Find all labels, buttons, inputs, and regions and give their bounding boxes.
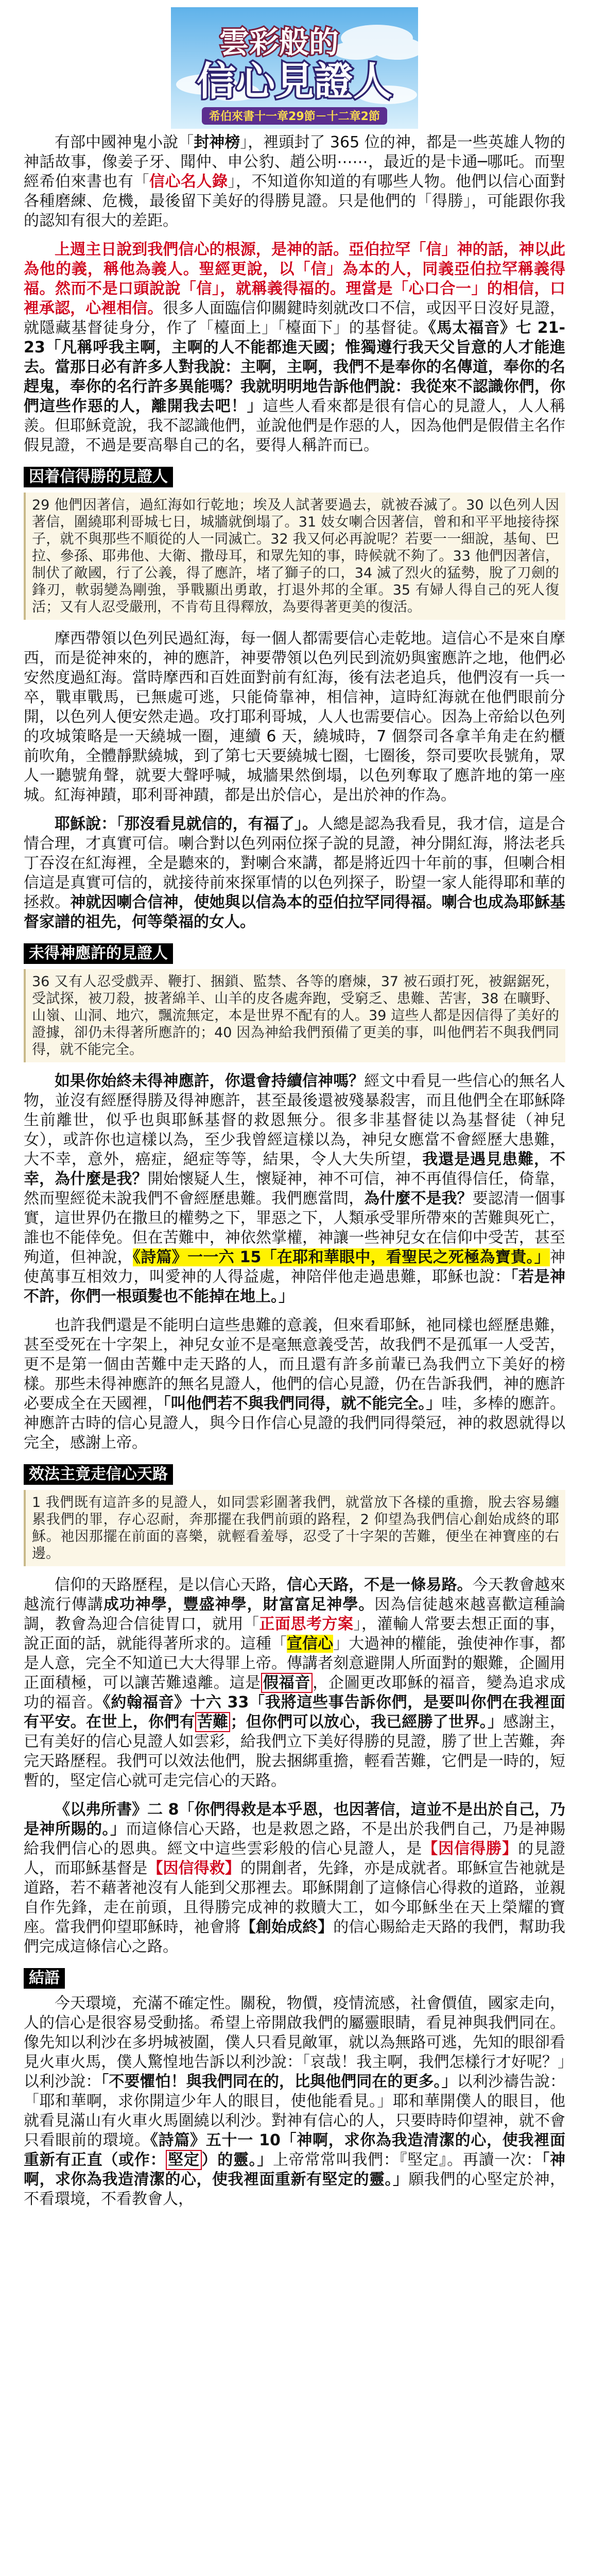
emphasized-text: 《以弗所書》二 8「你們得救是本乎恩，也因著信，這並不是出於自己，乃是神所賜的。」	[24, 1801, 565, 1838]
body-text: 有部中國神鬼小說「	[55, 133, 194, 151]
emphasized-text: 正面思考方案	[259, 1615, 354, 1633]
section-heading: 結語	[24, 1968, 65, 1989]
emphasized-text: 堅定	[166, 2150, 201, 2170]
body-text: 願我們的心堅定於神，不看環境，不看教會人，	[24, 2171, 565, 2208]
emphasized-text: 封神榜	[194, 133, 240, 151]
body-text: 開始懷疑人生，懷疑神，神不可信，神不再值得信任，倚靠，然而聖經從未說我們不會經歷患難。我們應當問，	[24, 1170, 566, 1208]
emphasized-text: 苦難	[195, 1712, 231, 1732]
body-paragraph	[24, 1316, 565, 1453]
emphasized-text: 宣信心	[287, 1635, 334, 1653]
emphasized-text: 《詩篇》一一六 15「在耶和華眼中，看聖民之死極為寶貴。」	[132, 1248, 550, 1266]
scripture-range-label: 希伯來書十一章29節－十二章2節	[209, 110, 380, 123]
body-text: 要認清一個事實，這世界仍在撒旦的權勢之下，罪惡之下，人類承受罪所帶來的苦難與死亡，誰也不能倖免。但在苦難中，神依然掌權，神讓一些神兒女在信仰中受苦，甚至殉道，但神說，	[24, 1190, 566, 1266]
emphasized-text: 《詩篇》五十一 10「神啊，求你為我造清潔的心，使我裡面重新有正直（或作：	[24, 2131, 565, 2169]
emphasized-text: 「不要懼怕！與我們同在的，比與他們同在的更多。」	[101, 2073, 457, 2091]
emphasized-text: 上週主日說到我們信心的根源，是神的話。亞伯拉罕「信」神的話，神以此為他的義，稱他為義人。聖經更說，以「信」為本的人，同義亞伯拉罕稱義得福。然而不是口頭說說「信」，就稱義得福的。理當是「心口合一」的相信，口裡承認，心裡相信。	[24, 241, 565, 317]
body-paragraph	[24, 815, 565, 932]
body-text: 」大過神的權能，強使神作事，都是人意，完全不知道已大大得罪上帝。傳講者刻意避開人所面對的艱難，企圖用正面積極，可以讓苦難遠離。這是	[24, 1635, 566, 1692]
body-text: 的見證人，而耶穌基督是	[24, 1840, 566, 1877]
body-text: 的信心賜給走天路的我們，幫助我們完成這條信心之路。	[24, 1918, 566, 1956]
section-conclusion	[24, 1968, 565, 2209]
body-paragraph	[24, 1994, 565, 2209]
emphasized-text: 《馬太福音》七 21-23「凡稱呼我主啊，主啊的人不能都進天國；惟獨遵行我天父旨意的人才能進去。當那日必有許多人對我說：主啊，主啊，我們不是奉你的名傳道，奉你的名趕鬼，奉你的名行許多異能嗎？我就明明地告訴他們說：我從來不認識你們，你們這些作惡的人，離開我去吧！」	[24, 319, 565, 415]
body-text: ，企圖更改耶穌的福音，變為追求成功的福音。	[24, 1674, 566, 1711]
body-text: 摩西帶領以色列民過紅海，每一個人都需要信心走乾地。這信心不是來自摩西，而是從神來的，神的應許，神要帶領以色列民到流奶與蜜應許之地，他們必安然度過紅海。當時摩西和百姓面對前有紅海，後有法老追兵，他們沒有一兵一卒，戰車戰馬，已無處可逃，只能倚靠神，相信神，這時紅海就在他們眼前分開，以色列人便安然走過。攻打耶利哥城，人人也需要信心。因為上帝給以色列的攻城策略是一天繞城一圈，連續 6 天，繞城時，7 個祭司各拿羊角走在約櫃前吹角，全體靜默繞城，到了第七天要繞城七圈，七圈後，祭司要吹長號角，眾人一聽號角聲，就要大聲呼喊，城牆果然倒塌，以色列奪取了應許地的第一座城。紅海神蹟，耶利哥神蹟，都是出於信心，是出於神的作為。	[24, 630, 565, 804]
emphasized-text: 假福音	[261, 1673, 313, 1693]
emphasized-text: 如果你始終未得神應許，你還會持續信神嗎？	[55, 1072, 365, 1090]
body-text: 很多人面臨信仰關鍵時刻就改口不信，或因平日沒好見證，就隱藏基督徒身分，作了「檯面上」「檯面下」的基督徒。	[24, 299, 566, 337]
body-text: 今天環境，充滿不確定性。關稅，物價，疫情流感，社會價值，國家走向，人的信心是很容易受動搖。希望上帝開啟我們的屬靈眼睛，看見神與我們同在。像先知以利沙在多坍城被圍，僕人只看見敵軍，就以為無路可逃，先知的眼卻看見火車火馬，僕人驚惶地告訴以利沙說：「哀哉！我主啊，我們怎樣行才好呢？」以利沙說：	[24, 1994, 565, 2091]
scripture-passage: 36 又有人忍受戲弄、鞭打、捆鎖、監禁、各等的磨煉，37 被石頭打死，被鋸鋸死，受試探，被刀殺，披著綿羊、山羊的皮各處奔跑，受窮乏、患難、苦害，38 在曠野、山嶺、山洞、地穴，飄流無定，本是世界不配有的人。39 這些人都是因信得了美好的證據，卻仍未得著所應許的；40 因為神給我們預備了更美的事，叫他們若不與我們同得，就不能完全。	[24, 969, 565, 1062]
emphasized-text: 耶穌說：「那沒看見就信的，有福了」。	[55, 815, 318, 833]
body-text: 哇，多棒的應許。神應許古時的信心見證人，與今日作信心見證的我們同得榮冠，神的救恩就得以完全，感謝上帝。	[24, 1395, 566, 1452]
body-text: 人總是認為我看見，我才信，這是合情合理，才真實可信。喇合對以色列兩位探子說的見證，神分開紅海，將法老兵丁吞沒在紅海裡，全是聽來的，對喇合來講，都是將近四十年前的事，但喇合相信這是真實可信的，就接待前來探軍情的以色列探子，盼望一家人能得耶和華的拯救。	[24, 815, 566, 911]
intro-paragraph	[24, 133, 565, 231]
body-text: 而這條信心天路，也是救恩之路，不是出於我們自己，乃是神賜給我們信心的恩典。經文中這些雲彩般的信心見證人，是	[24, 1820, 565, 1858]
section-faith-victory	[24, 467, 565, 932]
emphasized-text: 為什麼不是我？	[364, 1190, 473, 1208]
body-text: 的開創者，先鋒，亦是成就者。耶穌宣告祂就是道路，若不藉著祂沒有人能到父那裡去。耶穌開創了這條信心得救的道路，並親自作先鋒，走在前頭，且得勝完成神的救贖大工，如今耶穌坐在天上榮耀的寶座。當我們仰望耶穌時，祂會將	[24, 1859, 566, 1936]
body-paragraph	[24, 1800, 565, 1957]
body-text: 這些人看來都是很有信心的見證人，人人稱羨。但耶穌竟說，我不認識他們，並說他們是作惡的人，因為他們是假借主名作假見證，不過是要高舉自己的名，要得人稱許而已。	[24, 397, 566, 454]
section-heading: 效法主竟走信心天路	[24, 1464, 173, 1485]
body-text: 也許我們還是不能明白這些患難的意義，但來看耶穌，祂同樣也經歷患難，甚至受死在十字架上，神兒女並不是毫無意義受苦，故我們不是孤軍一人受苦，更不是第一個由苦難中走天路的人，而且還有許多前輩已為我們立下美好的榜樣。那些未得神應許的無名見證人，他們的信心見證，仍在告訴我們，神的應許必要成全在天國裡，	[24, 1316, 565, 1413]
emphasized-text: 信心名人錄	[149, 173, 228, 191]
article-body	[0, 133, 589, 2209]
body-text: 」，不知道你知道的有哪些人物。他們以信心面對各種磨練、危機，最後留下美好的得勝見證。只是他們的「得勝」，可能跟你我的認知有很大的差距。	[24, 173, 565, 230]
section-heading: 未得神應許的見證人	[24, 943, 173, 964]
body-text: 神使萬事互相效力，叫愛神的人得益處，神陪伴他走過患難，耶穌也說：	[24, 1248, 565, 1286]
title-banner-graphic	[171, 7, 418, 129]
emphasized-text: 「叫他們若不與我們同得，就不能完全。」	[163, 1395, 442, 1413]
emphasized-text: 神就因喇合信神，使她與以信為本的亞伯拉罕同得福。喇合也成為耶穌基督家譜的祖先，何等榮福的女人。	[24, 893, 566, 931]
emphasized-text: ）的靈。」	[201, 2151, 273, 2169]
title-banner	[171, 7, 418, 129]
body-paragraph	[24, 1575, 565, 1791]
emphasized-text: 【創始成終】	[240, 1918, 334, 1936]
section-unfulfilled-promise	[24, 943, 565, 1453]
scripture-passage: 1 我們既有這許多的見證人，如同雲彩圍著我們，就當放下各樣的重擔，脫去容易纏累我們的罪，存心忍耐，奔那擺在我們前頭的路程，2 仰望為我們信心創始成終的耶穌。祂因那擺在前面的喜樂，就輕看羞辱，忍受了十字架的苦難，便坐在神寶座的右邊。	[24, 1490, 565, 1566]
emphasized-text: 【因信得救】	[147, 1859, 240, 1877]
body-paragraph	[24, 1072, 565, 1307]
section-heading: 因着信得勝的見證人	[24, 467, 173, 487]
scripture-passage: 29 他們因著信，過紅海如行乾地；埃及人試著要過去，就被吞滅了。30 以色列人因著信，圍繞耶利哥城七日，城牆就倒塌了。31 妓女喇合因著信，曾和和平平地接待探子，就不與那些不順從的人一同滅亡。32 我又何必再說呢？若要一一細說，基甸、巴拉、參孫、耶弗他、大衛、撒母耳，和眾先知的事，時候就不夠了。33 他們因著信，制伏了敵國，行了公義，得了應許，堵了獅子的口，34 滅了烈火的猛勢，脫了刀劍的鋒刃，軟弱變為剛強，爭戰顯出勇敢，打退外邦的全軍。35 有婦人得自己的死人復活；又有人忍受嚴刑，不肯苟且得釋放，為要得著更美的復活。	[24, 493, 565, 620]
body-text: 以利沙禱告說：「耶和華啊，求你開這少年人的眼目，使他能看見。」耶和華開僕人的眼目，他就看見滿山有火車火馬圍繞以利沙。對神有信心的人，只要時時仰望神，就不會只看眼前的環境。	[24, 2073, 566, 2149]
emphasized-text: 成功神學，豐盛神學，財富富足神學。	[103, 1596, 375, 1614]
banner-title-line2: 信心見證人	[197, 58, 392, 104]
body-text: 上帝常常叫我們：『堅定』。再讀一次：	[272, 2151, 542, 2169]
body-text: 感謝主，已有美好的信心見證人如雲彩，給我們立下美好得勝的見證，勝了世上苦難，奔完天路歷程。我們可以效法他們，脫去捆綁重擔，輕看苦難，它們是一時的，短暫的，堅定信心就可走完信心的天路。	[24, 1713, 566, 1790]
body-text: 今天教會越來越流行傳講	[24, 1576, 565, 1614]
intro-paragraph	[24, 240, 565, 455]
emphasized-text: 「神啊，求你為我造清潔的心，使我裡面重新有堅定的靈。」	[24, 2151, 566, 2189]
emphasized-text: ；但你們可以放心，我已經勝了世界。」	[230, 1713, 504, 1731]
section-follow-the-lord	[24, 1464, 565, 1957]
emphasized-text: 信心天路，不是一條易路。	[286, 1576, 473, 1594]
body-text: 」，灌輸人常要去想正面的事，說正面的話，就能得著所求的。這種「	[24, 1615, 565, 1653]
emphasized-text: 我還是遇見患難，不幸，為什麼是我？	[24, 1150, 566, 1188]
banner-title-line1: 雲彩般的	[219, 25, 339, 60]
body-text: 信仰的天路歷程，是以信心天路，	[55, 1576, 287, 1594]
body-text: 因為信徒越來越喜歡這種論調，教會為迎合信徒胃口，就用「	[24, 1596, 566, 1633]
emphasized-text: 「若是神不許，你們一根頭髮也不能掉在地上。」	[24, 1268, 565, 1306]
emphasized-text: 【因信得勝】	[422, 1840, 518, 1858]
body-paragraph	[24, 629, 565, 805]
emphasized-text: 《約翰福音》十六 33「我將這些事告訴你們，是要叫你們在我裡面有平安。在世上，你們有	[24, 1693, 565, 1731]
body-text: 」，裡頭封了 365 位的神，都是一些英雄人物的神話故事，像姜子牙、聞仲、申公豹、趙公明⋯⋯，最近的是卡通─哪吒。而聖經希伯來書也有「	[24, 133, 565, 191]
body-text: 經文中看見一些信心的無名人物，並沒有經歷得勝及得神應許，甚至最後還被殘暴殺害，而且他們全在耶穌降生前離世，似乎也與耶穌基督的救恩無分。很多非基督徒以為基督徒（神兒女），或許你也這樣以為，至少我曾經這樣以為，神兒女應當不會經歷大患難，大不幸，意外，癌症，絕症等等，結果，令人大失所望，	[24, 1072, 565, 1168]
